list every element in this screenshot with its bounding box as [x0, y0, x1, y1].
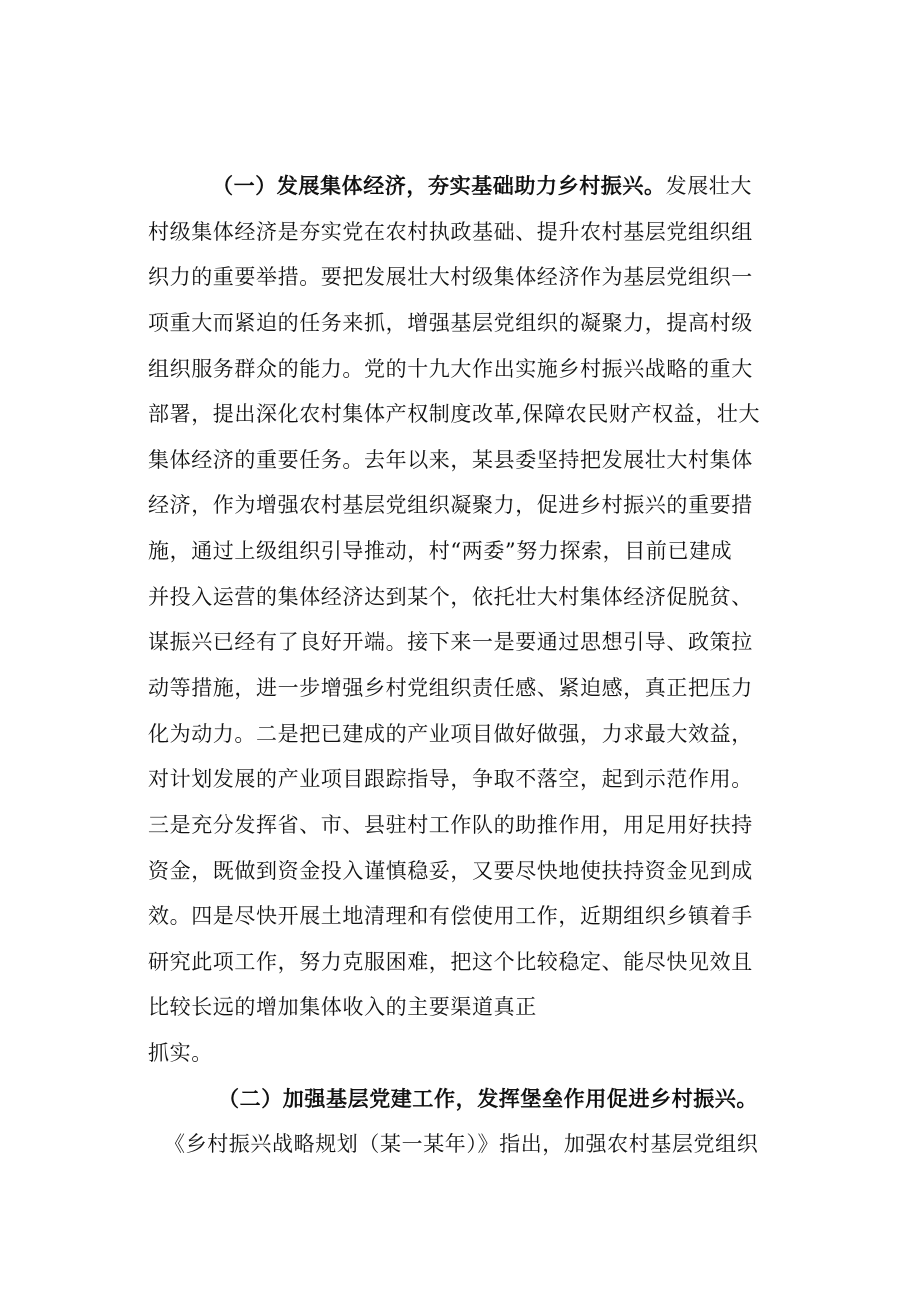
section-1-line-10: 谋振兴已经有了良好开端。接下来一是要通过思想引导、政策拉 — [148, 630, 753, 654]
section-1-line-19: 抓实。 — [148, 1041, 213, 1065]
section-1-line-8: 施，通过上级组织引导推动，村“两委”努力探索，目前已建成 — [148, 539, 733, 563]
section-1-line-17: 研究此项工作，努力克服困难，把这个比较稳定、能尽快见效且 — [148, 950, 753, 974]
section-1-line-2: 织力的重要举措。要把发展壮大村级集体经济作为基层党组织一 — [148, 265, 753, 289]
section-1-first-line — [212, 173, 812, 199]
section-1-line-12: 化为动力。二是把已建成的产业项目做好做强，力求最大效益， — [148, 722, 753, 746]
section-1-line-15: 资金，既做到资金投入谨慎稳妥，又要尽快地使扶持资金见到成 — [148, 859, 753, 883]
section-1-line-3: 项重大而紧迫的任务来抓，增强基层党组织的凝聚力，提高村级 — [148, 311, 753, 335]
section-2-line-0: 《乡村振兴战略规划（某一某年）》指出，加强农村基层党组织 — [164, 1132, 759, 1156]
section-1-line-16: 效。四是尽快开展土地清理和有偿使用工作，近期组织乡镇着手 — [148, 904, 753, 928]
section-1-line-6: 集体经济的重要任务。去年以来，某县委坚持把发展壮大村集体 — [148, 448, 753, 472]
section-2-heading: （二）加强基层党建工作，发挥堡垒作用促进乡村振兴。 — [218, 1086, 758, 1111]
section-1-line-14: 三是充分发挥省、市、县驻村工作队的助推作用，用足用好扶持 — [148, 813, 753, 837]
section-1-line-11: 动等措施，进一步增强乡村党组织责任感、紧迫感，真正把压力 — [148, 676, 753, 700]
section-1-line-7: 经济，作为增强农村基层党组织凝聚力，促进乡村振兴的重要措 — [148, 493, 753, 517]
section-1-line-9: 并投入运营的集体经济达到某个，依托壮大村集体经济促脱贫、 — [148, 585, 753, 609]
section-1-line-0: 发展壮大 — [665, 174, 753, 198]
section-1-line-13: 对计划发展的产业项目跟踪指导，争取不落空，起到示范作用。 — [148, 767, 753, 791]
section-1-line-5: 部署，提出深化农村集体产权制度改革,保障农民财产权益，壮大 — [148, 402, 761, 426]
section-1-line-4: 组织服务群众的能力。党的十九大作出实施乡村振兴战略的重大 — [148, 357, 753, 381]
section-1-heading: （一）发展集体经济，夯实基础助力乡村振兴。 — [212, 173, 666, 198]
section-1-line-18: 比较长远的增加集体收入的主要渠道真正 — [148, 995, 537, 1019]
section-1-line-1: 村级集体经济是夯实党在农村执政基础、提升农村基层党组织组 — [148, 220, 753, 244]
